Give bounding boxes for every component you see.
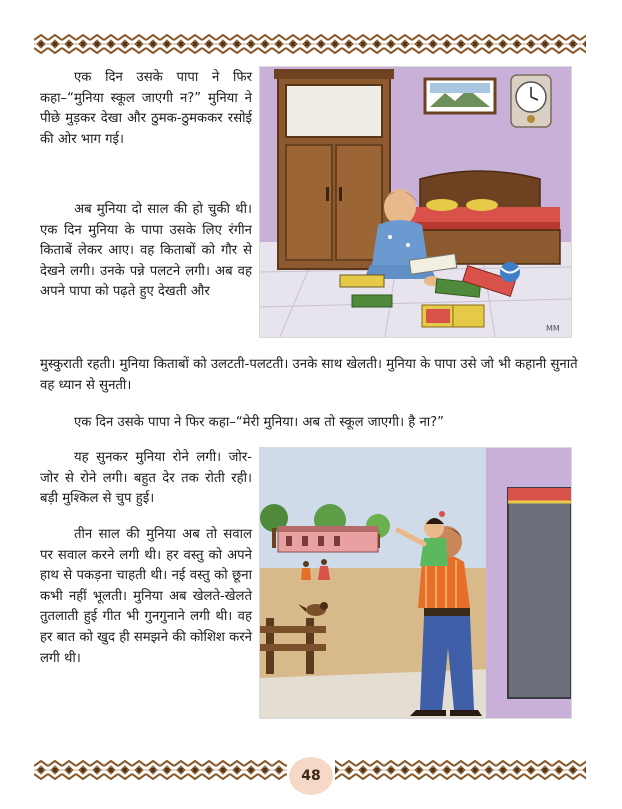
illustration-signature: MM xyxy=(546,324,560,333)
paragraph-1-text: एक दिन उसके पापा ने फिर कहा–“मुनिया स्कूल जाएगी न?” मुनिया ने पीछे मुड़कर देखा और ठुमक-ठुमककर रसोई की ओर भाग गई। xyxy=(40,70,252,147)
illustration-girl-reading-books xyxy=(259,66,572,338)
page-number-badge xyxy=(287,756,335,796)
wall-clock xyxy=(511,75,551,127)
paragraph-2 xyxy=(40,200,252,303)
paragraph-5 xyxy=(40,525,252,669)
paragraph-3-text: एक दिन उसके पापा ने फिर कहा–“मेरी मुनिया। अब तो स्कूल जाएगी। है ना?” xyxy=(74,415,445,430)
paragraph-3 xyxy=(40,413,580,434)
paragraph-2-continuation-text: मुस्कुराती रहती। मुनिया किताबों को उलटती-पलटती। उनके साथ खेलती। मुनिया के पापा उसे जो भी कहानी सुनाते वह ध्यान से सुनती। xyxy=(40,357,578,393)
school-building xyxy=(278,526,378,552)
wall-picture xyxy=(425,79,495,113)
paragraph-4-text: यह सुनकर मुनिया रोने लगी। जोर-जोर से रोने लगी। बहुत देर तक रोती रही। बड़ी मुश्किल से चुप हुई। xyxy=(40,450,252,507)
paragraph-5-text: तीन साल की मुनिया अब तो सवाल पर सवाल करने लगी थी। हर वस्तु को अपने हाथ से पकड़ना चाहती थी। नई वस्तु को छूना कभी नहीं भूलती। मुनिया अब खेलते-खेलते तुतलाती हुई गीत भी गुनगुनाने लगी थी। वह हर बात को खुद ही समझने की कोशिश करने लगी थी। xyxy=(40,527,252,666)
paragraph-2-text: अब मुनिया दो साल की हो चुकी थी। एक दिन मुनिया के पापा उसके लिए रंगीन किताबें लेकर आए। वह किताबों को गौर से देखने लगी। उनके पन्ने पलटने लगी। अब वह अपने पापा को पढ़ते हुए देखती और xyxy=(40,202,252,300)
paragraph-2-continuation xyxy=(40,355,580,396)
top-decorative-border xyxy=(34,34,586,54)
house-wall xyxy=(486,448,571,718)
bed xyxy=(410,171,560,264)
paragraph-1 xyxy=(40,68,252,150)
page-number: 48 xyxy=(301,768,321,784)
paragraph-4 xyxy=(40,448,252,510)
illustration-father-and-child xyxy=(259,447,572,719)
ball xyxy=(500,262,520,282)
